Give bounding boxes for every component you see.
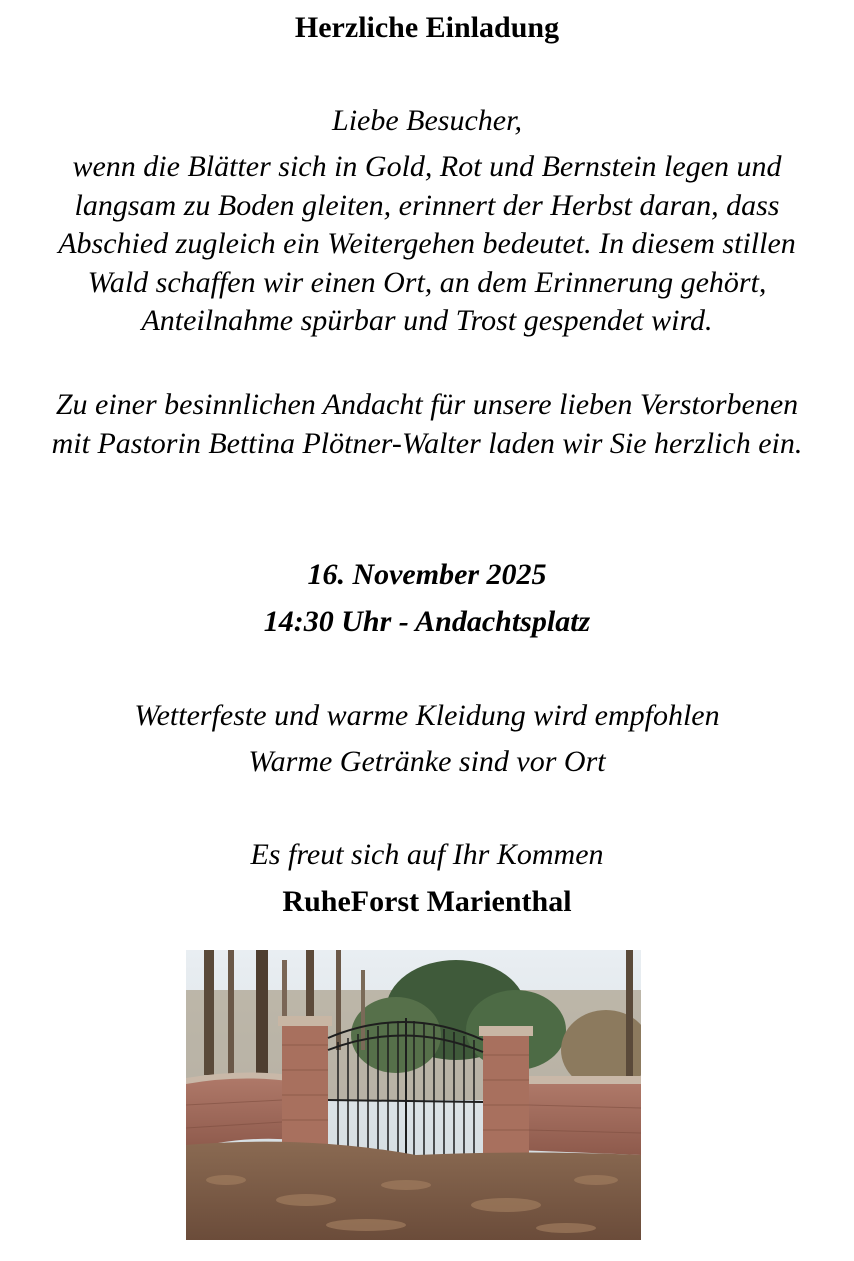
drinks-note: Warme Getränke sind vor Ort xyxy=(248,745,606,778)
forest-gate-illustration xyxy=(186,950,641,1240)
event-time-place: 14:30 Uhr - Andachtsplatz xyxy=(263,605,591,638)
clothing-note: Wetterfeste und warme Kleidung wird empfohlen xyxy=(134,699,720,732)
closing-line: Es freut sich auf Ihr Kommen xyxy=(250,838,604,871)
salutation: Liebe Besucher, xyxy=(332,104,522,137)
event-date: 16. November 2025 xyxy=(307,558,547,591)
forest-gate-photo xyxy=(186,950,641,1240)
organization-name: RuheForst Marienthal xyxy=(282,885,572,918)
invitation-title: Herzliche Einladung xyxy=(294,11,560,44)
intro-paragraph: wenn die Blätter sich in Gold, Rot und Bernstein legen und langsam zu Boden gleiten, erinnert der Herbst daran, dass Abschied zugleich ein Weitergehen bedeutet. In diesem stillen Wald schaffen wir einen Ort, an dem Erinnerung gehört, Anteilnahme spürbar und Trost gespendet wird. xyxy=(58,150,796,338)
invitation-paragraph: Zu einer besinnlichen Andacht für unsere lieben Verstorbenen mit Pastorin Bettina Plötner-Walter laden wir Sie herzlich ein. xyxy=(51,388,803,460)
